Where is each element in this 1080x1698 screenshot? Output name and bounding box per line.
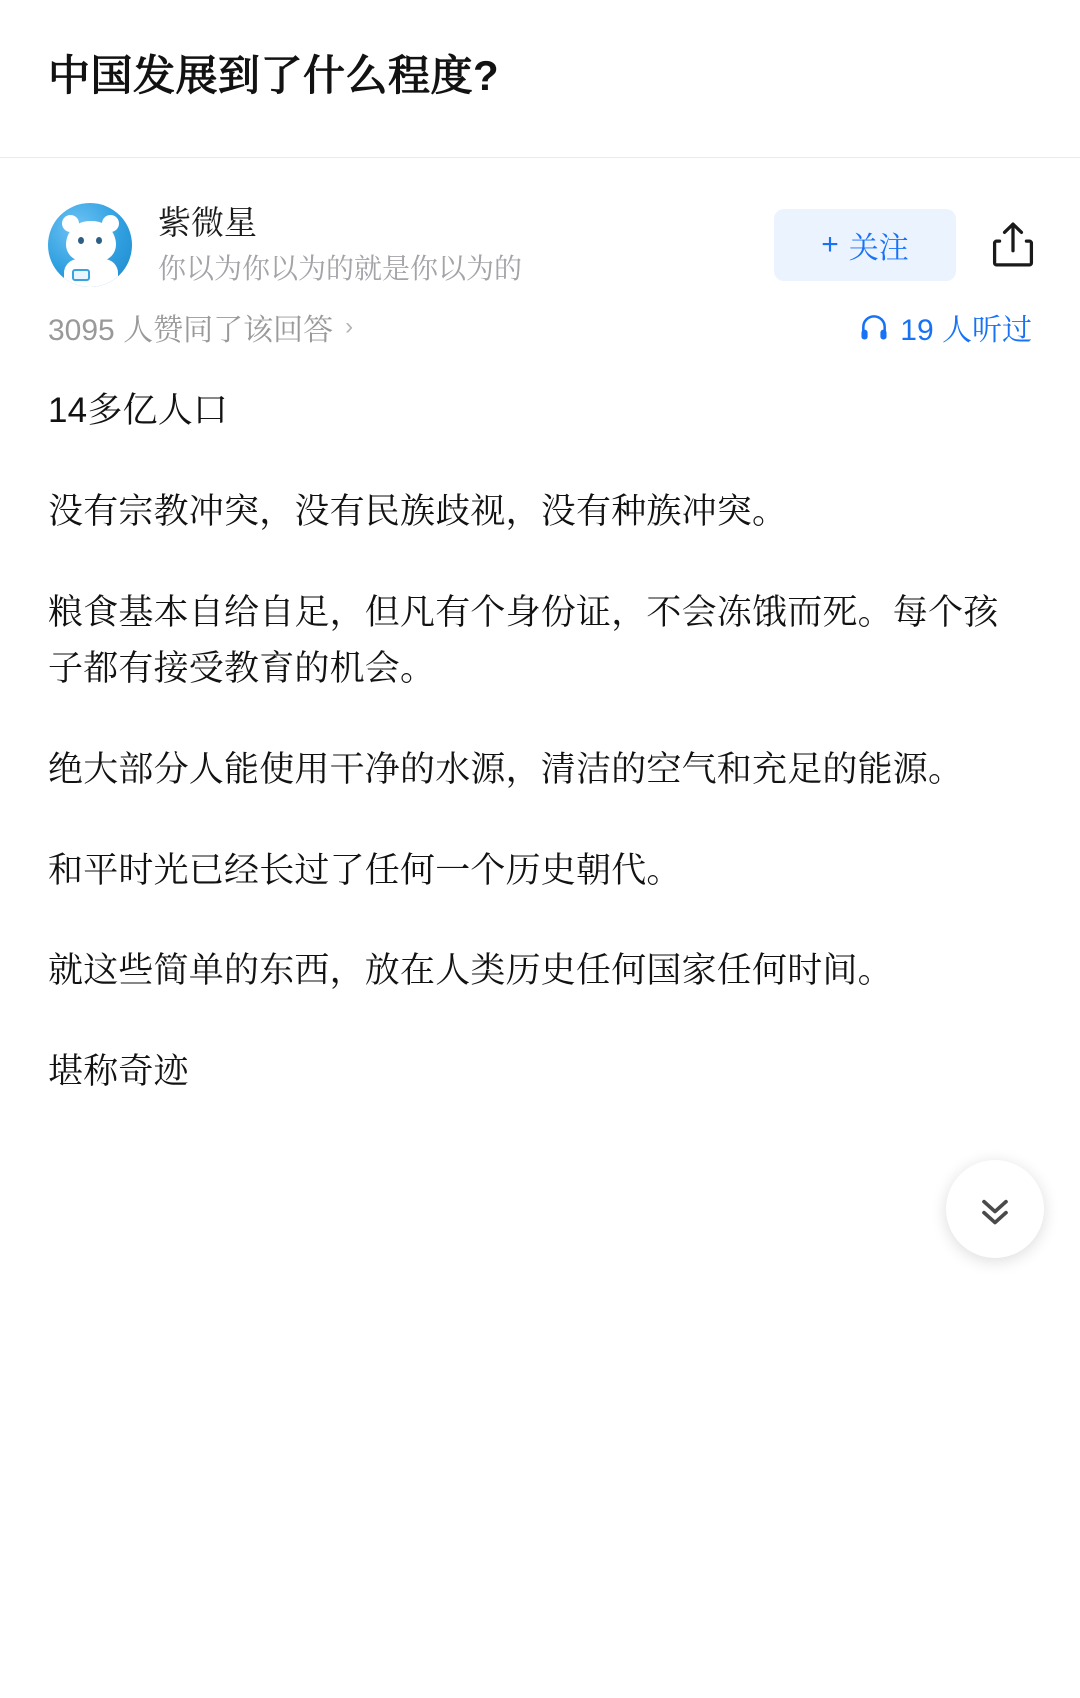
answer-paragraph: 就这些简单的东西，放在人类历史任何国家任何时间。 <box>48 951 893 991</box>
share-button[interactable] <box>986 214 1040 276</box>
answer-paragraph: 粮食基本自给自足，但凡有个身份证，不会冻饿而死。每个孩子都有接受教育的机会。 <box>48 592 999 689</box>
page-title: 中国发展到了什么程度? <box>48 52 500 99</box>
follow-button-label: 关注 <box>848 231 909 265</box>
answer-paragraph: 14多亿人口 <box>48 391 229 431</box>
follow-button[interactable] <box>774 209 956 281</box>
share-icon <box>990 219 1036 271</box>
vote-count[interactable] <box>48 305 353 349</box>
chevron-right-icon: › <box>345 313 354 341</box>
chevron-double-down-icon <box>973 1187 1017 1231</box>
headphones-icon <box>858 311 890 343</box>
listen-count[interactable] <box>858 305 1032 349</box>
answer-paragraph: 绝大部分人能使用干净的水源，清洁的空气和充足的能源。 <box>48 750 964 790</box>
answer-paragraph: 堪称奇迹 <box>48 1052 189 1092</box>
author-meta <box>158 202 774 288</box>
bear-head-icon <box>66 221 116 261</box>
bear-badge-icon <box>72 269 90 281</box>
bear-eye-left-icon <box>78 237 84 244</box>
listen-count-label: 19 人听过 <box>900 314 1032 348</box>
answer-paragraph: 没有宗教冲突，没有民族歧视，没有种族冲突。 <box>48 492 788 532</box>
bear-eye-right-icon <box>96 237 102 244</box>
expand-answer-button[interactable] <box>946 1160 1044 1258</box>
author-row <box>0 158 1080 288</box>
question-header <box>0 0 1080 158</box>
plus-icon: + <box>821 227 839 261</box>
avatar[interactable] <box>48 203 132 287</box>
author-bio: 你以为你以为的就是你以为的 <box>158 252 523 284</box>
author-name[interactable]: 紫微星 <box>158 203 257 241</box>
stats-row <box>0 287 1080 349</box>
answer-paragraph: 和平时光已经长过了任何一个历史朝代。 <box>48 850 682 890</box>
answer-body <box>0 349 1080 1101</box>
vote-count-label: 3095 人赞同了该回答 <box>48 314 334 348</box>
